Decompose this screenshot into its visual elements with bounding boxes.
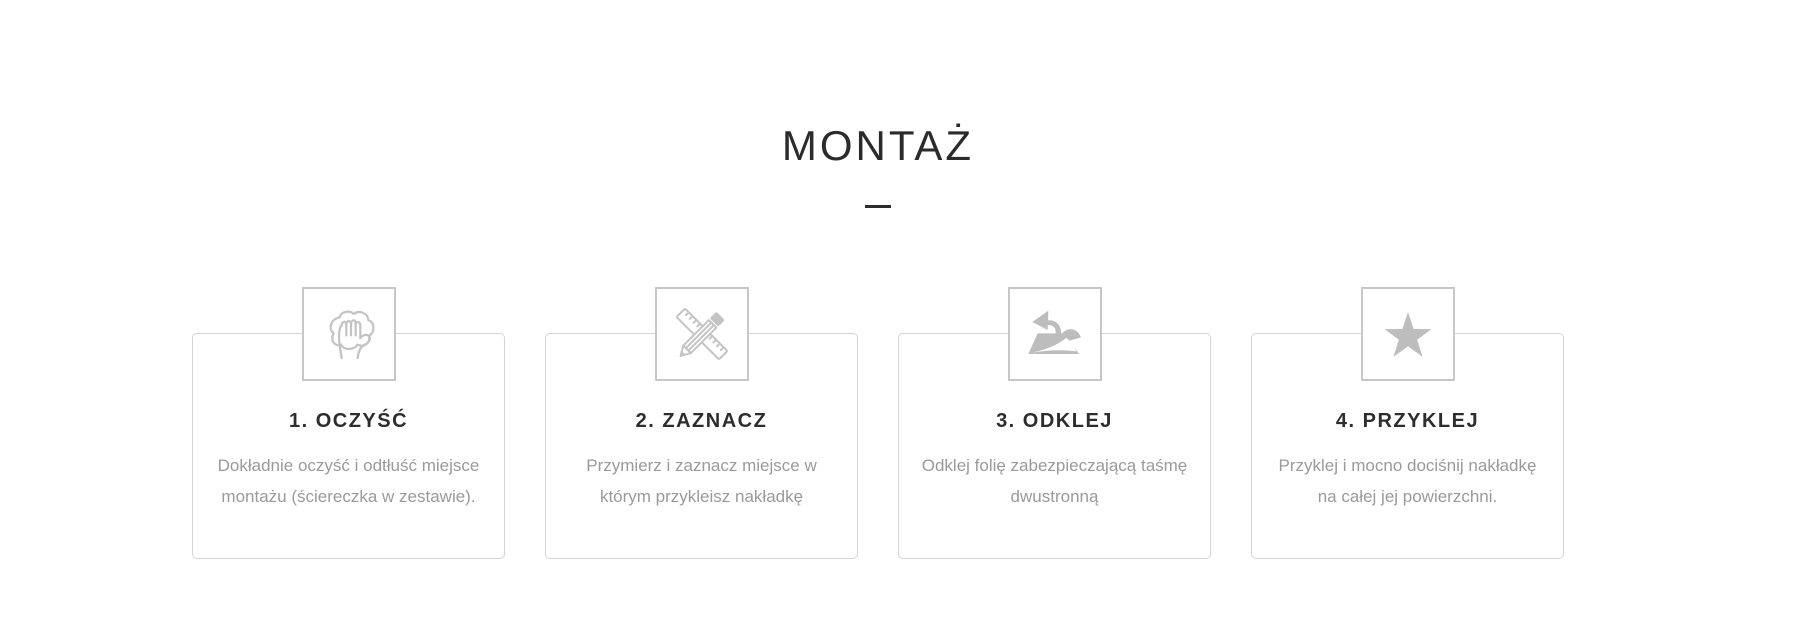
- step-description: Dokładnie oczyść i odtłuść miejsce montażu (ściereczka w zestawie).: [217, 455, 480, 506]
- step-icon-box: [1008, 287, 1102, 381]
- step-icon-box: [655, 287, 749, 381]
- step-card-oczysc: [192, 333, 505, 559]
- step-heading: 2. ZAZNACZ: [635, 409, 768, 432]
- peel-film-icon: [1023, 302, 1087, 366]
- step-card-odklej: [898, 333, 1211, 559]
- ruler-pencil-icon: [670, 302, 734, 366]
- step-heading: 1. OCZYŚĆ: [288, 409, 409, 432]
- step-icon-box: [1361, 287, 1455, 381]
- step-card-przyklej: [1251, 333, 1564, 559]
- step-description: Przymierz i zaznacz miejsce w którym przykleisz nakładkę: [586, 455, 817, 506]
- star-icon: [1375, 301, 1441, 367]
- step-icon-box: [302, 287, 396, 381]
- step-card-zaznacz: [545, 333, 858, 559]
- wipe-hand-icon: [317, 302, 381, 366]
- section-title: MONTAŻ: [781, 122, 975, 169]
- montaz-section: [192, 0, 1564, 559]
- step-heading: 4. PRZYKLEJ: [1335, 409, 1480, 432]
- title-underline: [865, 205, 891, 208]
- step-description: Odklej folię zabezpieczającą taśmę dwustronną: [921, 455, 1188, 506]
- steps-row: [192, 333, 1564, 559]
- step-heading: 3. ODKLEJ: [996, 409, 1113, 432]
- step-description: Przyklej i mocno dociśnij nakładkę na całej jej powierzchni.: [1278, 455, 1537, 506]
